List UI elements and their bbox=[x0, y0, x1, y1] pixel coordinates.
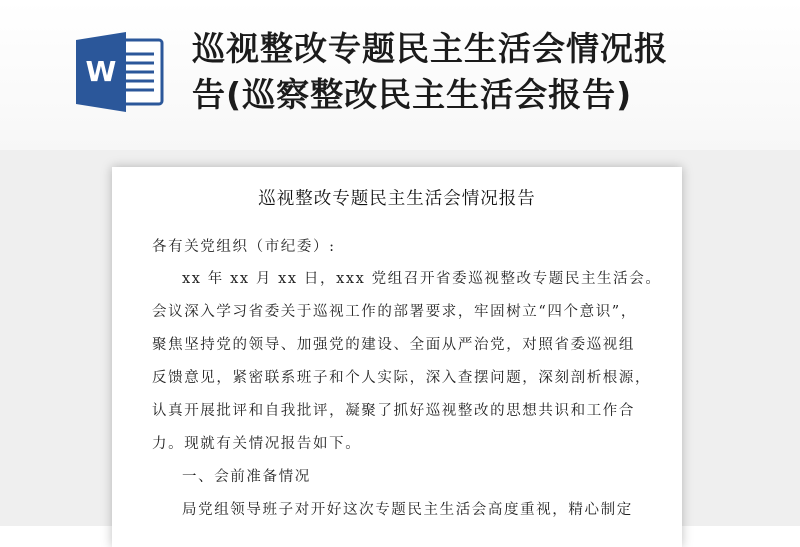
page-title-line-1: 巡视整改专题民主生活会情况报 bbox=[192, 29, 668, 68]
document-line: 局党组领导班子对开好这次专题民主生活会高度重视，精心制定 bbox=[182, 502, 633, 518]
document-line: 会议深入学习省委关于巡视工作的部署要求，牢固树立“四个意识”， bbox=[152, 304, 637, 320]
document-title: 巡视整改专题民主生活会情况报告 bbox=[258, 189, 536, 209]
section-heading: 一、会前准备情况 bbox=[182, 469, 311, 485]
page-title bbox=[192, 26, 792, 118]
word-document-icon bbox=[74, 30, 166, 114]
document-line: 各有关党组织（市纪委）: bbox=[152, 239, 336, 255]
document-line: 力。现就有关情况报告如下。 bbox=[152, 436, 362, 452]
document-line: 聚焦坚持党的领导、加强党的建设、全面从严治党，对照省委巡视组 bbox=[152, 337, 635, 353]
document-line: 认真开展批评和自我批评，凝聚了抓好巡视整改的思想共识和工作合 bbox=[152, 403, 635, 419]
page-title-line-2: 告(巡察整改民主生活会报告) bbox=[192, 75, 633, 114]
document-line: 反馈意见，紧密联系班子和个人实际，深入查摆问题，深刻剖析根源， bbox=[152, 370, 652, 386]
document-page bbox=[112, 167, 682, 547]
word-icon-letter: W bbox=[85, 55, 117, 88]
document-line: xx 年 xx 月 xx 日，xxx 党组召开省委巡视整改专题民主生活会。 bbox=[182, 271, 662, 287]
